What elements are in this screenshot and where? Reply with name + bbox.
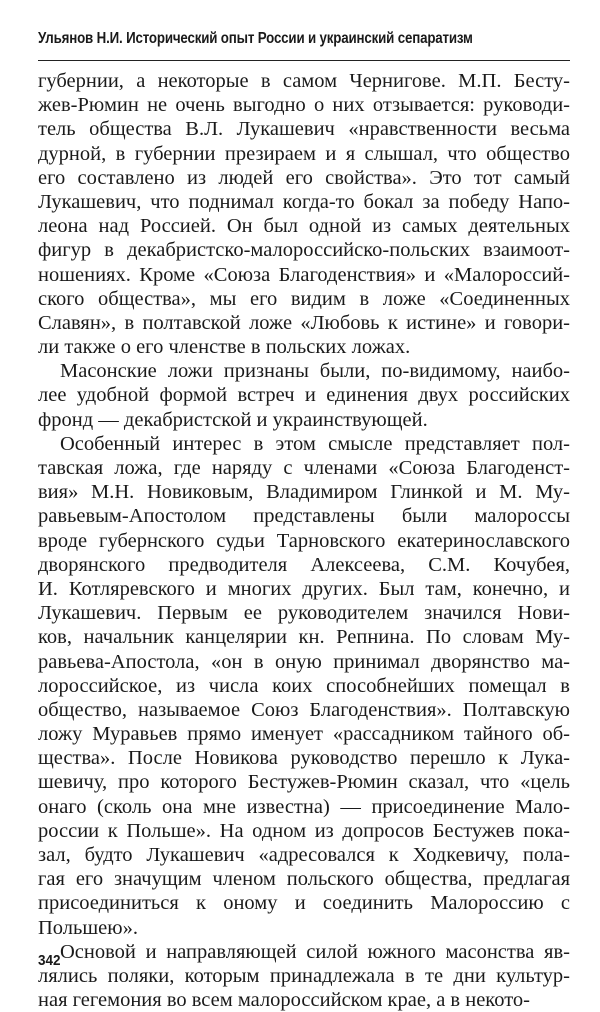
running-head: Ульянов Н.И. Исторический опыт России и украинский сепаратизм xyxy=(38,30,473,47)
text-line: ная гегемония во всем малороссийском крае, а в некото- xyxy=(38,989,530,1012)
text-line: фронд — декабристской и украинствующей. xyxy=(38,408,428,431)
paragraph xyxy=(38,940,570,1012)
text-line: дурной, в губернии презираем и я слышал, что общество xyxy=(38,142,570,165)
text-line: россии к Польше». На одном из допросов Бестужев пока- xyxy=(38,819,570,842)
text-line: зал, будто Лукашевич «адресовался к Ходкевичу, пола- xyxy=(38,844,570,866)
text-line: ков, начальник канцелярии кн. Репнина. По словам Му- xyxy=(38,626,570,649)
text-line: Основой и направляющей силой южного масонства яв- xyxy=(60,940,570,963)
text-line: И. Котляревского и многих других. Был там, конечно, и xyxy=(38,577,570,600)
body-text xyxy=(38,69,570,1012)
text-line: шевичу, про которого Бестужев-Рюмин сказал, что «цель xyxy=(38,771,570,794)
text-line: фигур в декабристско-малороссийско-польских взаимоот- xyxy=(38,239,570,262)
text-line: онаго (сколь она мне известна) — присоединение Мало- xyxy=(38,795,570,818)
text-line: Особенный интерес в этом смысле представляет пол- xyxy=(60,432,570,455)
text-line: лялись поляки, которым принадлежала в те дни культур- xyxy=(38,964,570,987)
text-line: щества». После Новикова руководство перешло к Лука- xyxy=(38,747,570,770)
text-line: ношениях. Кроме «Союза Благоденствия» и «Малороссий- xyxy=(38,263,570,286)
text-line: Лукашевич. Первым ее руководителем значился Нови- xyxy=(38,602,570,625)
text-line: тавская ложа, где наряду с членами «Союза Благоденст- xyxy=(38,457,570,479)
paragraph xyxy=(38,69,570,359)
text-line: Лукашевич, что поднимал когда-то бокал за победу Напо- xyxy=(38,190,570,213)
text-line: гая его значущим членом польского общества, предлагая xyxy=(38,868,570,891)
text-line: Масонские ложи признаны были, по-видимому, наибо- xyxy=(60,360,570,383)
text-line: Славян», в полтавской ложе «Любовь к истине» и говори- xyxy=(38,311,570,334)
text-line: ложу Муравьев прямо именует «рассадником тайного об- xyxy=(38,723,570,746)
text-line: вия» М.Н. Новиковым, Владимиром Глинкой и М. Му- xyxy=(38,481,570,504)
text-line: жев-Рюмин не очень выгодно о них отзывается: руководи- xyxy=(38,94,570,117)
text-line: равьевым-Апостолом представлены были малороссы xyxy=(38,505,570,528)
text-line: дворянского предводителя Алексеева, С.М. Кочубея, xyxy=(38,553,570,576)
paragraph xyxy=(38,432,570,940)
text-line: его составлено из людей его свойства». Это тот самый xyxy=(38,166,570,189)
text-line: леона над Россией. Он был одной из самых деятельных xyxy=(38,215,570,238)
text-line: ского общества», мы его видим в ложе «Соединенных xyxy=(38,287,570,310)
text-line: тель общества В.Л. Лукашевич «нравственности весьма xyxy=(38,118,570,141)
header-rule xyxy=(38,60,570,61)
text-line: равьева-Апостола, «он в оную принимал дворянство ма- xyxy=(38,650,570,673)
text-line: лороссийское, из числа коих способнейших помещал в xyxy=(38,674,570,697)
text-line: ли также о его членстве в польских ложах. xyxy=(38,336,411,359)
text-line: присоединиться к оному и соединить Малороссию с xyxy=(38,892,570,915)
text-line: губернии, а некоторые в самом Чернигове. М.П. Бесту- xyxy=(38,70,570,92)
text-line: вроде губернского судьи Тарновского екатеринославского xyxy=(38,529,570,552)
text-line: Польшею». xyxy=(38,916,138,939)
page-number: 342 xyxy=(38,952,61,969)
paragraph xyxy=(38,359,570,432)
text-line: лее удобной формой встреч и единения двух российских xyxy=(38,384,570,407)
text-line: общество, называемое Союз Благоденствия». Полтавскую xyxy=(38,698,570,721)
